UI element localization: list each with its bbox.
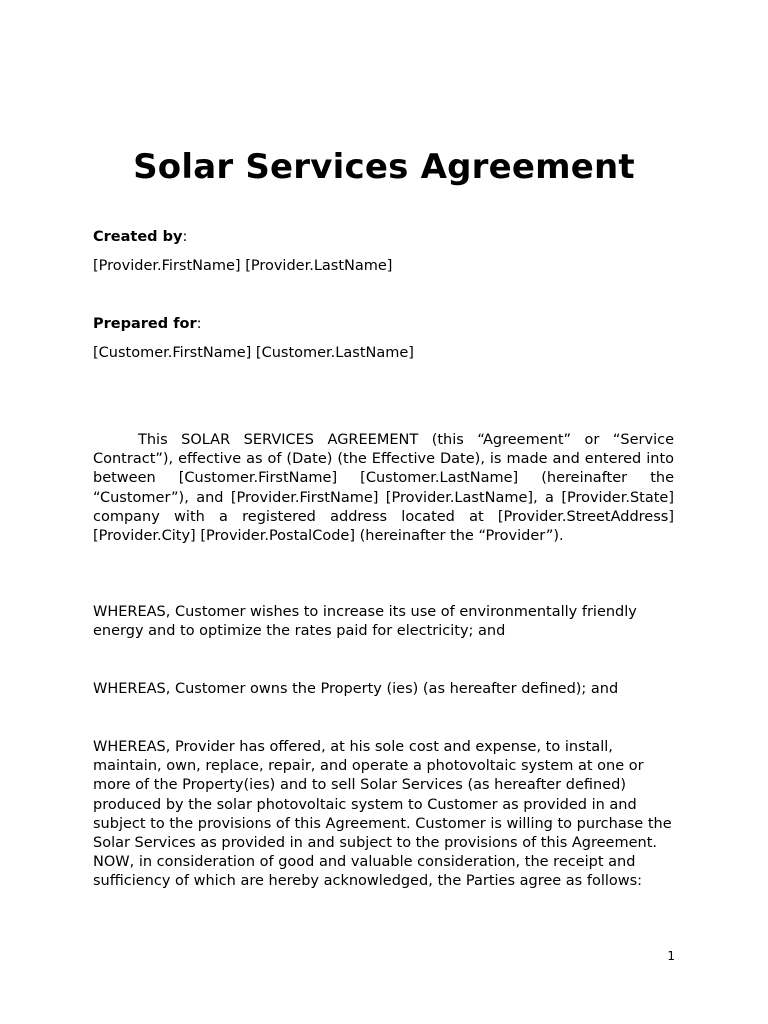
whereas-paragraph-1: WHEREAS, Customer wishes to increase its use of environmentally friendly energy and to optimize the rates paid for electricity; and	[93, 604, 637, 640]
document-title: Solar Services Agreement	[133, 147, 635, 187]
created-by-label: Created by	[93, 229, 183, 245]
whereas-paragraph-3: WHEREAS, Provider has offered, at his sole cost and expense, to install, maintain, own, replace, repair, and operate a photovoltaic system at one or more of the Property(ies) and to sell Solar Services (as hereafter defined) produced by the solar photovoltaic system to Customer as provided in and subject to the provisions of this Agreement. Customer is willing to purchase the Solar Services as provided in and subject to the provisions of this Agreement. NOW, in consideration of good and valuable consideration, the receipt and sufficiency of which are hereby acknowledged, the Parties agree as follows:	[93, 739, 672, 890]
whereas-paragraph-2: WHEREAS, Customer owns the Property (ies) (as hereafter defined); and	[93, 681, 619, 697]
created-by-value: [Provider.FirstName] [Provider.LastName]	[93, 258, 393, 274]
prepared-for-value: [Customer.FirstName] [Customer.LastName]	[93, 345, 414, 361]
created-by-colon: :	[182, 229, 188, 245]
page-number: 1	[667, 949, 675, 963]
prepared-for-colon: :	[196, 316, 202, 332]
prepared-for-label: Prepared for	[93, 316, 197, 332]
intro-paragraph: This SOLAR SERVICES AGREEMENT (this “Agreement” or “Service Contract”), effective as of (Date) (the Effective Date), is made and entered into between [Customer.FirstName] [Customer.LastName] (hereinafter the “Customer”), and [Provider.FirstName] [Provider.LastName], a [Provider.State] company with a registered address located at [Provider.StreetAddress] [Provider.City] [Provider.PostalCode] (hereinafter the “Provider”).	[93, 432, 674, 545]
created-by-label-line	[93, 228, 187, 247]
prepared-for-label-line	[93, 315, 202, 334]
